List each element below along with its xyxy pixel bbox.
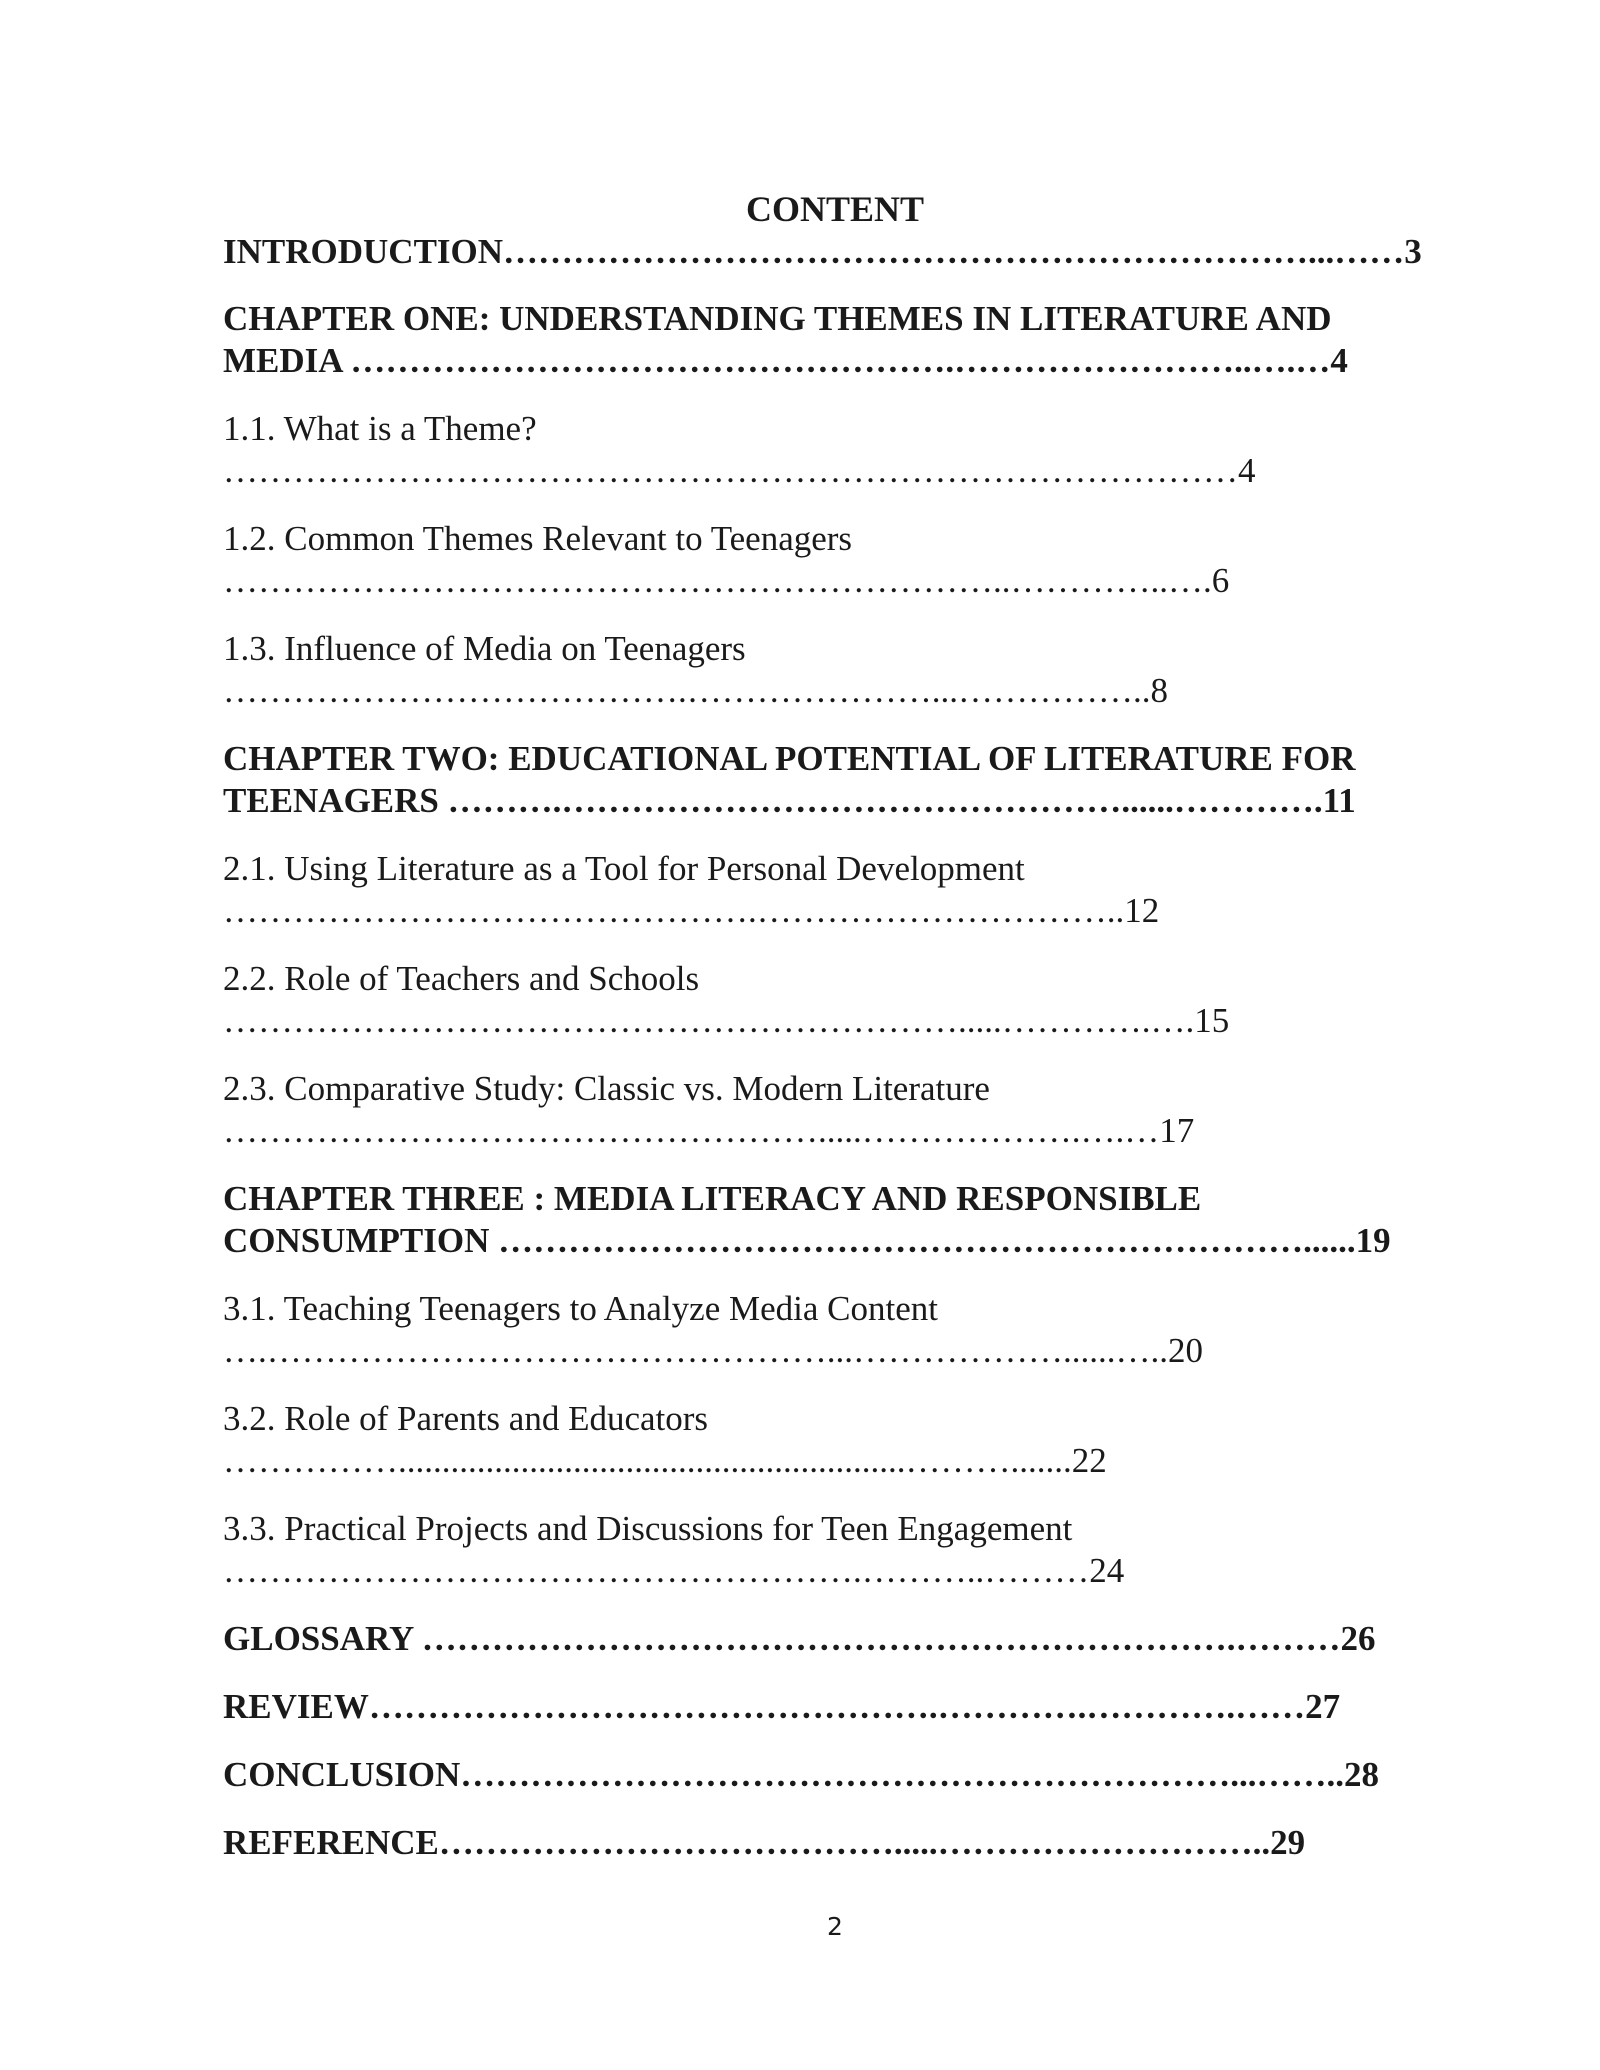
page-number: 2 <box>827 1912 843 1941</box>
toc-section-2-2-leader: ……………………………………………………….....………….….15 <box>223 1001 1230 1040</box>
toc-entry-reference: REFERENCE………………………………….....………………………..29 <box>223 1823 1306 1862</box>
toc-chapter-one-title-line1: CHAPTER ONE: UNDERSTANDING THEMES IN LITERATURE AND <box>223 299 1332 338</box>
toc-section-2-1-leader: ……………………………………….…………………………..12 <box>223 891 1160 930</box>
toc-entry-glossary: GLOSSARY …………………………………………………………….………26 <box>223 1619 1376 1658</box>
toc-section-2-3-leader: …………………………………………….....……………….….…17 <box>223 1111 1195 1150</box>
toc-section-3-1-leader: ….…………………………………………...………………......…..20 <box>223 1331 1203 1370</box>
page-title: CONTENT <box>745 189 925 229</box>
toc-chapter-three-title-line1: CHAPTER THREE : MEDIA LITERACY AND RESPONSIBLE <box>223 1179 1202 1218</box>
toc-section-1-3-leader: ………………………………….…………………...……………..8 <box>223 671 1168 710</box>
toc-section-3-2-title: 3.2. Role of Parents and Educators <box>223 1399 709 1438</box>
toc-section-3-1-title: 3.1. Teaching Teenagers to Analyze Media Content <box>223 1289 938 1328</box>
toc-chapter-two-title-line2: TEENAGERS ……….…………………………………………......………….11 <box>223 781 1356 820</box>
toc-section-1-1-title: 1.1. What is a Theme? <box>223 409 537 448</box>
toc-entry-introduction: INTRODUCTION……………………………………………………………...……3 <box>223 232 1422 271</box>
toc-section-1-3-title: 1.3. Influence of Media on Teenagers <box>223 629 746 668</box>
toc-section-1-2-title: 1.2. Common Themes Relevant to Teenagers <box>223 519 853 558</box>
toc-chapter-three-title-line2: CONSUMPTION ……………………………………………………………......19 <box>223 1221 1391 1260</box>
toc-chapter-one-title-line2: MEDIA …………………………………………….……………………..….…4 <box>223 341 1348 380</box>
toc-section-1-2-leader: …………………………………………………………..…………..….6 <box>223 561 1230 600</box>
toc-section-2-1-title: 2.1. Using Literature as a Tool for Personal Development <box>223 849 1025 888</box>
toc-chapter-two-title-line1: CHAPTER TWO: EDUCATIONAL POTENTIAL OF LITERATURE FOR <box>223 739 1356 778</box>
toc-section-2-3-title: 2.3. Comparative Study: Classic vs. Modern Literature <box>223 1069 990 1108</box>
toc-section-2-2-title: 2.2. Role of Teachers and Schools <box>223 959 700 998</box>
toc-section-3-3-leader: ……………………………………………….………..………24 <box>223 1551 1125 1590</box>
toc-entry-review: REVIEW………………………………………….………….………….……27 <box>223 1687 1341 1726</box>
toc-section-1-1-leader: ……………………………………………………………………………4 <box>223 451 1256 490</box>
toc-section-3-3-title: 3.3. Practical Projects and Discussions for Teen Engagement <box>223 1509 1073 1548</box>
toc-section-3-2-leader: ……………..........................................................……….......22 <box>223 1441 1107 1480</box>
toc-entry-conclusion: CONCLUSION…………………………………………………………...……..28 <box>223 1755 1380 1794</box>
